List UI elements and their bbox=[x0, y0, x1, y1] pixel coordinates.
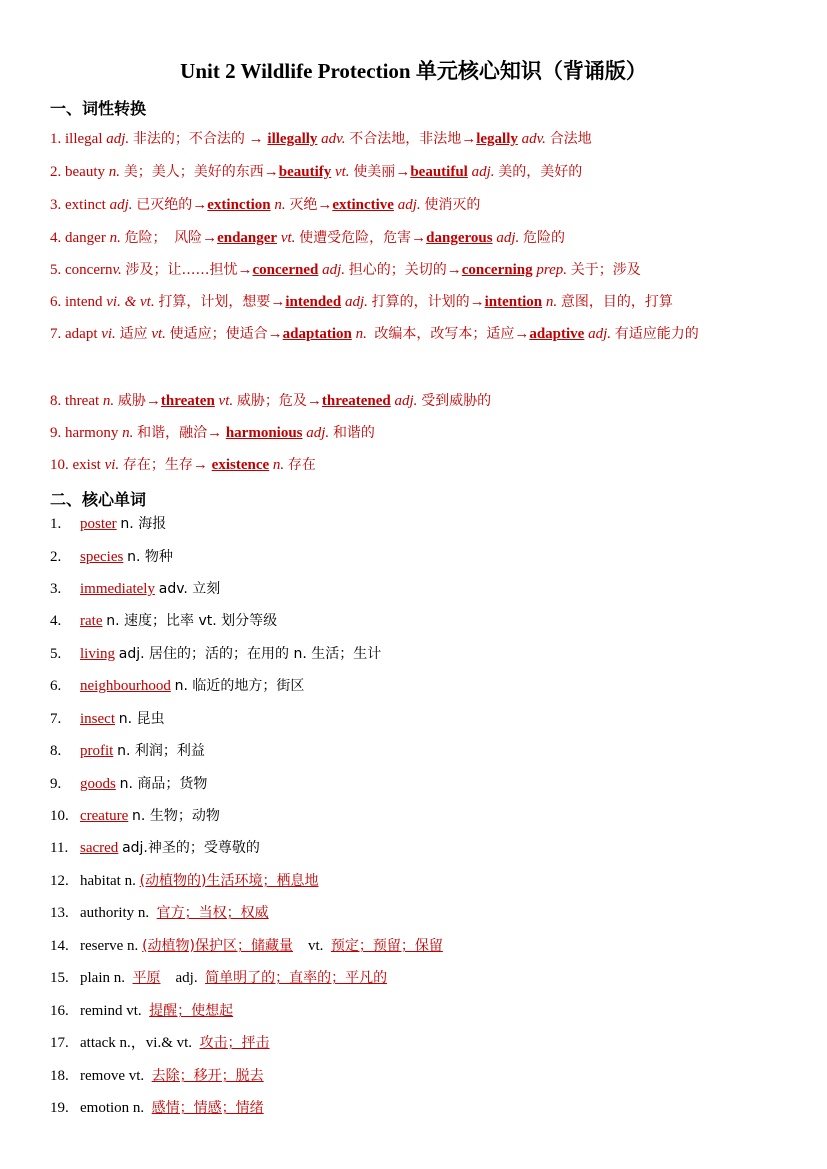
list-item: 4. rate n. 速度；比率 vt. 划分等级 bbox=[50, 613, 278, 629]
list-item: 3. extinct adj. 已灭绝的→extinction n. 灭绝→extinctive adj. 使消灭的 bbox=[50, 197, 481, 213]
list-item: 15. plain n. 平原 adj. 简单明了的；直率的；平凡的 bbox=[50, 970, 388, 986]
list-item: 8. profit n. 利润；利益 bbox=[50, 743, 205, 759]
list-item: 13. authority n. 官方；当权；权威 bbox=[50, 905, 269, 921]
list-item: 17. attack n.，vi.& vt. 攻击；抨击 bbox=[50, 1035, 270, 1051]
list-item: 6. intend vi. & vt. 打算，计划，想要→intended adj. 打算的，计划的→intention n. 意图，目的，打算 bbox=[50, 294, 673, 310]
list-item: 10. creature n. 生物；动物 bbox=[50, 808, 220, 824]
list-item: 10. exist vi. 存在；生存→ existence n. 存在 bbox=[50, 457, 316, 473]
list-item: 2. beauty n. 美；美人；美好的东西→beautify vt. 使美丽→beautiful adj. 美的，美好的 bbox=[50, 164, 583, 180]
list-item: 3. immediately adv. 立刻 bbox=[50, 581, 221, 597]
list-item: 12. habitat n. (动植物的)生活环境；栖息地 bbox=[50, 873, 319, 889]
list-item: 7. insect n. 昆虫 bbox=[50, 711, 165, 727]
list-item: 18. remove vt. 去除；移开；脱去 bbox=[50, 1068, 264, 1084]
list-item: 5. concernv. 涉及；让……担忧→concerned adj. 担心的；关切的→concerning prep. 关于；涉及 bbox=[50, 262, 641, 278]
section1-heading: 一、词性转换 bbox=[50, 99, 147, 118]
list-item: 1. illegal adj. 非法的；不合法的 → illegally adv. 不合法地，非法地→legally adv. 合法地 bbox=[50, 131, 592, 147]
list-item: 14. reserve n. (动植物)保护区；储藏量 vt. 预定；预留；保留 bbox=[50, 938, 443, 954]
list-item: 4. danger n. 危险； 风险→endanger vt. 使遭受危险，危害→dangerous adj. 危险的 bbox=[50, 230, 565, 246]
list-item: 9. harmony n. 和谐，融洽→ harmonious adj. 和谐的 bbox=[50, 425, 375, 441]
page-title: Unit 2 Wildlife Protection 单元核心知识（背诵版） bbox=[180, 59, 647, 83]
list-item: 5. living adj. 居住的；活的；在用的 n. 生活；生计 bbox=[50, 646, 382, 662]
list-item: 16. remind vt. 提醒；使想起 bbox=[50, 1003, 234, 1019]
list-item: 9. goods n. 商品；货物 bbox=[50, 776, 208, 792]
list-item: 7. adapt vi. 适应 vt. 使适应；使适合→adaptation n. 改编本，改写本；适应→adaptive adj. 有适应能力的 bbox=[50, 326, 699, 342]
list-item: 1. poster n. 海报 bbox=[50, 516, 167, 532]
list-item: 11. sacred adj.神圣的；受尊敬的 bbox=[50, 840, 260, 856]
list-item: 6. neighbourhood n. 临近的地方；街区 bbox=[50, 678, 305, 694]
list-item: 8. threat n. 威胁→threaten vt. 威胁；危及→threatened adj. 受到威胁的 bbox=[50, 393, 492, 409]
section2-heading: 二、核心单词 bbox=[50, 490, 147, 509]
list-item: 19. emotion n. 感情；情感；情绪 bbox=[50, 1100, 264, 1116]
list-item: 2. species n. 物种 bbox=[50, 549, 173, 565]
